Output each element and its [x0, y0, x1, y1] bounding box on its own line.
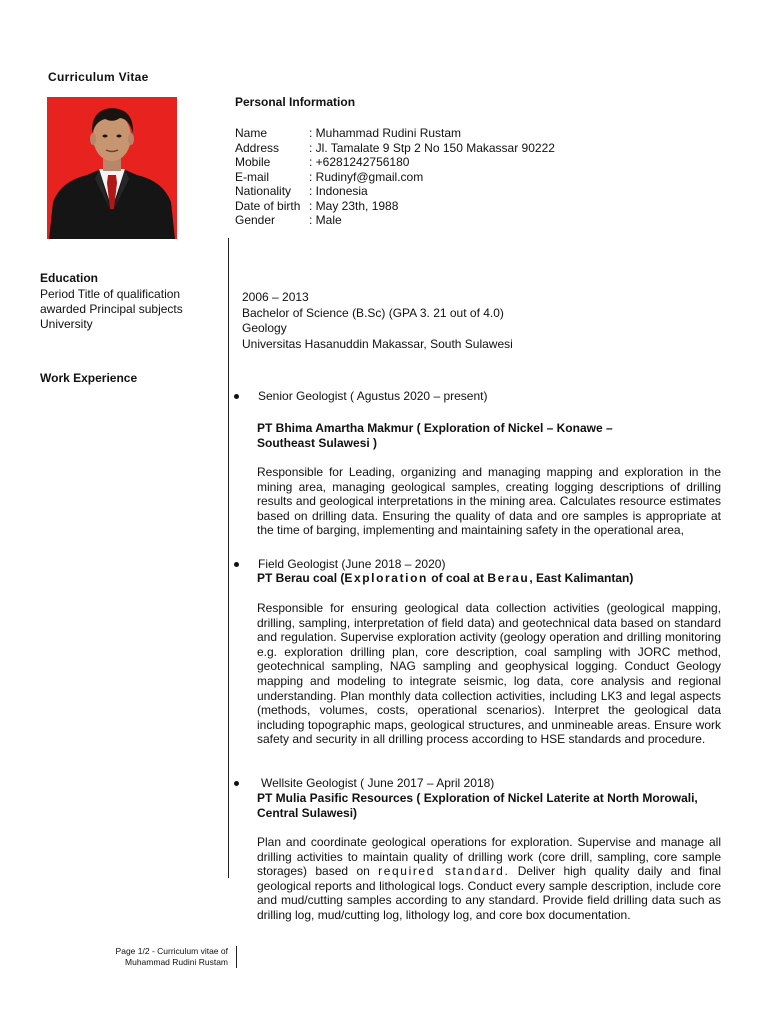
job-3-company: PT Mulia Pasific Resources ( Exploration of Nickel Laterite at North Morowali, Central Sulawesi) [257, 791, 698, 820]
personal-row-name: Name : Muhammad Rudini Rustam [235, 126, 462, 140]
email-value: : Rudinyf@gmail.com [309, 170, 424, 184]
personal-row-nationality: Nationality : Indonesia [235, 184, 368, 198]
person-portrait-icon [47, 97, 177, 239]
personal-row-address: Address : Jl. Tamalate 9 Stp 2 No 150 Makassar 90222 [235, 141, 555, 155]
dob-value: : May 23th, 1988 [309, 199, 399, 213]
education-title: Education [40, 271, 99, 285]
personal-row-gender: Gender : Male [235, 213, 342, 227]
job-1-company: PT Bhima Amartha Makmur ( Exploration of Nickel – Konawe – Southeast Sulawesi ) [257, 421, 613, 450]
bullet-icon [234, 562, 239, 567]
footer-line-1: Page 1/2 - Curriculum vitae of [115, 946, 228, 956]
job-1-position: Senior Geologist ( Agustus 2020 – present) [258, 389, 488, 403]
education-details [242, 290, 513, 352]
education-subject: Geology [242, 321, 287, 335]
page-footer [28, 946, 228, 968]
education-field-labels: Period Title of qualification awarded Principal subjects University [40, 287, 183, 331]
education-university: Universitas Hasanuddin Makassar, South Sulawesi [242, 336, 513, 351]
job-1-description: Responsible for Leading, organizing and managing mapping and exploration in the mining area, managing geological samples, creating logging descriptions of drilling results and geological interpretations in the mining area. Calculates resource estimates based on drilling data. Ensuring the quality of data and ore samples is appropriate at the time of barging, implementing and maintaining safety in the operational area, [257, 465, 721, 538]
profile-photo [47, 97, 177, 239]
name-value: : Muhammad Rudini Rustam [309, 126, 462, 140]
education-qualification: Bachelor of Science (B.Sc) (GPA 3. 21 out of 4.0) [242, 305, 504, 320]
footer-line-2: Muhammad Rudini Rustam [125, 957, 228, 967]
cv-title: Curriculum Vitae [48, 70, 149, 84]
gender-value: : Male [309, 213, 342, 227]
job-2-description: Responsible for ensuring geological data collection activities (geological mapping, drilling, sampling, interpretation of field data) and geotechnical data based on standard and regulation. Supervise exploration activity (geology operation and drilling monitoring e.g. exploration drilling plan, core description, coal sampling with JORC method, geotechnical sampling, NAG sampling and geophysical logging. Conduct Geology mapping and modeling to integrate seismic, log data, core analysis and regional understanding. Plan monthly data collection activities, including LK3 and legal aspects (methods, volumes, costs, operational scenarios). Interpret the geological data including topographic maps, geological structures, and unmineable areas. Ensure work safety and security in all drilling process according to HSE standards and procedure. [257, 601, 721, 747]
job-3-position: Wellsite Geologist ( June 2017 – April 2018) [261, 776, 495, 790]
job-3-description: Plan and coordinate geological operations for exploration. Supervise and manage all drilling activities to maintain quality of drilling work (core drill, sampling, core sample storages) based on required standard. Deliver high quality daily and final geological reports and lithological logs. Conduct every sample description, include core and mud/cutting samples according to any standard. Provide field drilling data such as drilling log, mud/cutting log, lithology log, and core box documentation. [257, 835, 721, 922]
job-2-position: Field Geologist (June 2018 – 2020) [258, 557, 446, 571]
personal-row-mobile: Mobile : +6281242756180 [235, 155, 410, 169]
nationality-value: : Indonesia [309, 184, 368, 198]
footer-divider [236, 946, 237, 968]
personal-row-dob: Date of birth : May 23th, 1988 [235, 199, 399, 213]
personal-row-email: E-mail : Rudinyf@gmail.com [235, 170, 424, 184]
bullet-icon [234, 394, 239, 399]
bullet-icon [234, 781, 239, 786]
section-divider [228, 238, 229, 878]
work-experience-title: Work Experience [40, 371, 138, 385]
personal-information-title: Personal Information [235, 95, 356, 109]
mobile-value: : +6281242756180 [309, 155, 410, 169]
education-period: 2006 – 2013 [242, 290, 309, 304]
job-2-company: PT Berau coal (Exploration of coal at Berau, East Kalimantan) [257, 571, 634, 585]
address-value: : Jl. Tamalate 9 Stp 2 No 150 Makassar 90222 [309, 141, 555, 155]
